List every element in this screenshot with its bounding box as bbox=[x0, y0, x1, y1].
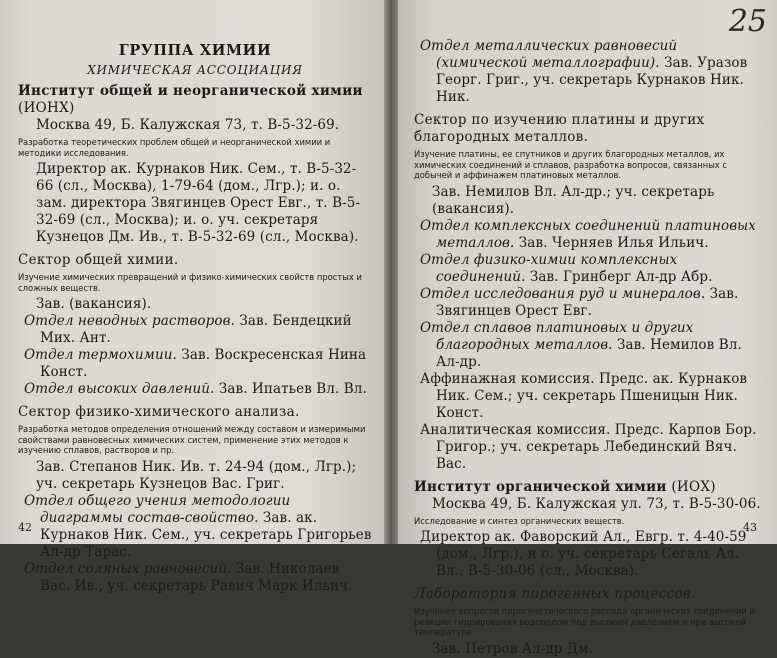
dept-thermochemistry bbox=[18, 347, 372, 381]
sector-general-chemistry-head: Зав. (вакансия). bbox=[36, 296, 152, 312]
dept-head: Зав. Черняев Илья Ильич. bbox=[514, 234, 709, 251]
sector-platinum-head: Зав. Немилов Вл. Ал-др.; уч. секретарь (вакансия). bbox=[432, 183, 715, 217]
dept-salt-equilibria bbox=[18, 561, 372, 595]
institute-name: Институт органической химии bbox=[414, 478, 667, 495]
institute-general-chemistry-heading bbox=[18, 83, 372, 117]
sector-platinum-title: Сектор по изучению платины и других благородных металлов. bbox=[414, 112, 705, 145]
institute-address: Москва 49, Б. Калужская ул. 73, т. В-5-30-06. bbox=[432, 495, 761, 512]
lab-pyrogenic-head: Зав. Петров Ал-др Дм. bbox=[432, 640, 594, 657]
right-page bbox=[398, 0, 777, 657]
dept-name: Отдел исследования руд и минералов. bbox=[420, 285, 706, 302]
dept-noble-alloys bbox=[414, 320, 765, 371]
commission-analytical: Аналитическая комиссия. Предс. Карпов Бор. Григор.; уч. секретарь Лебединский Вяч. Вас. bbox=[420, 421, 757, 472]
dept-metallic-equilibria bbox=[414, 38, 765, 106]
handwritten-number: 25 bbox=[728, 4, 767, 39]
dept-name: Отдел термохимии. bbox=[24, 347, 177, 363]
dept-name: Отдел сплавов платиновых и других благородных металлов. bbox=[420, 319, 694, 353]
dept-head: Зав. Ипатьев Вл. Вл. bbox=[214, 381, 367, 397]
institute-name: Институт общей и неорганической химии bbox=[18, 83, 363, 99]
association-title: ХИМИЧЕСКАЯ АССОЦИАЦИЯ bbox=[87, 63, 303, 77]
dept-name: Отдел общего учения методологии диаграммы состав-свойство. bbox=[24, 492, 291, 526]
dept-name: Отдел неводных растворов. bbox=[24, 313, 235, 329]
dept-platinum-complexes bbox=[414, 218, 765, 252]
dept-head: Зав. Звягинцев Орест Евг. bbox=[436, 285, 739, 319]
dept-high-pressure bbox=[18, 381, 372, 398]
institute-address: Москва 49, Б. Калужская 73, т. В-5-32-69. bbox=[36, 117, 340, 133]
lab-pyrogenic-description: Изучение вопросов пирогенетического распада органических соединений и реакции гидрирования водородом под высоким давлением и при высокой температуре. bbox=[414, 606, 755, 637]
dept-name: Отдел физико-химии комплексных соединений. bbox=[420, 251, 678, 285]
commission-refining: Аффинажная комиссия. Предс. ак. Курнаков Ник. Сем.; уч. секретарь Пшеницын Ник. Конст. bbox=[420, 370, 748, 421]
dept-composition-property bbox=[18, 493, 372, 561]
dept-physchem-complexes bbox=[414, 252, 765, 286]
dept-nonaqueous-solutions bbox=[18, 313, 372, 347]
dept-head: Зав. ак. Курнаков Ник. Сем., уч. секретарь Григорьев Ал-др Тарас. bbox=[40, 509, 372, 560]
institute-description: Разработка теоретических проблем общей и неорганической химии и методики исследования. bbox=[18, 137, 331, 158]
lab-pyrogenic-title: Лаборатория пирогенных процессов. bbox=[414, 586, 696, 602]
dept-head: Зав. Гринберг Ал-др Абр. bbox=[525, 268, 713, 285]
dept-ores-minerals bbox=[414, 286, 765, 320]
institute-director: Директор ак. Курнаков Ник. Сем., т. В-5-32-66 (сл., Москва), 1-79-64 (дом., Лгр.); и. о. зам. директора Звягинцев Орест Евг., т. В-5-32-69 (сл., Москва); и. о. уч. секретаря Кузнецов Дм. Ив., т. В-5-32-69 (сл., Москва). bbox=[36, 161, 361, 245]
dept-name: Отдел соляных равновесий. bbox=[24, 560, 232, 577]
dept-head: Зав. Николаев Вас. Ив., уч. секретарь Равич Марк Ильич. bbox=[40, 560, 353, 594]
sector-physchem-analysis-title: Сектор физико-химического анализа. bbox=[18, 404, 300, 420]
page-number-left: 42 bbox=[18, 521, 32, 534]
sector-general-chemistry-description: Изучение химических превращений и физико-химических свойств простых и сложных веществ. bbox=[18, 272, 362, 293]
sector-physchem-analysis-description: Разработка методов определения отношений между составом и измеримыми свойствами равновесных химических систем, применение этих методов к изучению сплавов, растворов и пр. bbox=[18, 424, 366, 455]
dept-head: Зав. Воскресенская Нина Конст. bbox=[40, 347, 367, 380]
institute-abbr: (ИОХ) bbox=[666, 478, 716, 495]
left-page bbox=[0, 0, 384, 594]
dept-name: Отдел металлических равновесий (химической металлографии). bbox=[420, 38, 678, 71]
group-title: ГРУППА ХИМИИ bbox=[118, 42, 272, 59]
dept-name: Отдел комплексных соединений платиновых металлов. bbox=[420, 217, 756, 251]
institute-description: Исследование и синтез органических веществ. bbox=[414, 515, 625, 526]
book-gutter bbox=[384, 0, 398, 544]
page-number-right: 43 bbox=[743, 521, 757, 534]
dept-head: Зав. Немилов Вл. Ал-др. bbox=[436, 336, 742, 370]
institute-organic-chemistry-heading bbox=[414, 479, 765, 496]
institute-director: Директор ак. Фаворский Ал., Евгр. т. 4-40-59 (дом., Лгр.), и о. уч. секретарь Сегаль Ал. Вл., В-5-30-06 (сл., Москва). bbox=[420, 529, 747, 579]
sector-platinum-description: Изучение платины, ее спутников и других благородных металлов, их химических соединений и сплавов, разработка вопросов, связанных с добычей и аффинажем платиновых металлов. bbox=[414, 149, 728, 180]
dept-head: Зав. Бендецкий Мих. Ант. bbox=[40, 313, 352, 346]
sector-physchem-analysis-head: Зав. Степанов Ник. Ив. т. 24-94 (дом., Лгр.); уч. секретарь Кузнецов Вас. Григ. bbox=[36, 458, 357, 492]
dept-head: Зав. Уразов Георг. Григ., уч. секретарь Курнаков Ник. Ник. bbox=[436, 55, 748, 105]
institute-abbr: (ИОНХ) bbox=[18, 100, 75, 116]
sector-general-chemistry-title: Сектор общей химии. bbox=[18, 252, 179, 268]
dept-name: Отдел высоких давлений. bbox=[24, 381, 215, 397]
